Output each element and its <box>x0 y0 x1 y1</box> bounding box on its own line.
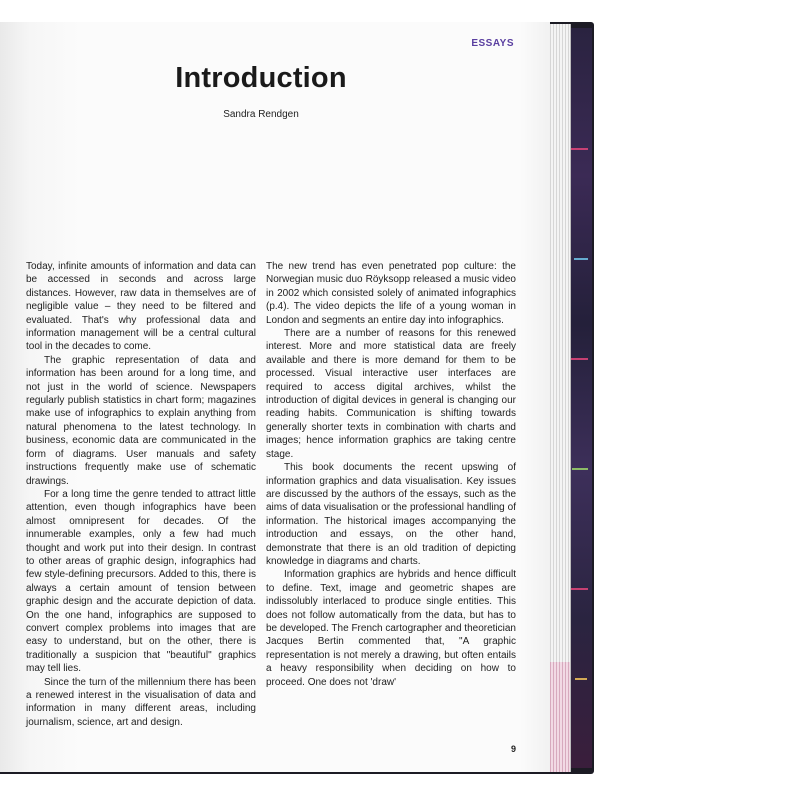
paragraph: The graphic representation of data and information has been around for a long time, and not just in the world of science. Newspapers regularly publish statistics in chart form; magazines make use of infographics to explain anything from natural phenomena to the latest technology. In business, economic data are communicated in the form of diagrams. User manuals and safety instructions frequently make use of schematic drawings. <box>26 354 256 487</box>
section-label: ESSAYS <box>471 38 514 49</box>
chapter-title: Introduction <box>175 62 347 94</box>
paragraph: This book documents the recent upswing of information graphics and data visualisation. Key issues are discussed by the authors of the essays, such as the aims of data visualisation or the professional handling of information. The historical images accompanying the introduction and essays, on the other hand, demonstrate that there is an old tradition of depicting knowledge in diagrams and charts. <box>266 462 516 567</box>
paragraph: The new trend has even penetrated pop culture: the Norwegian music duo Röyksopp released a music video in 2002 which consisted solely of animated infographics (p.4). The video depicts the life of a young woman in London and segments an entire day into infographics. <box>266 261 516 326</box>
right-text-column <box>266 260 516 689</box>
paragraph: Since the turn of the millennium there has been a renewed interest in the visualisation of data and information in many different areas, including journalism, science, art and design. <box>26 676 256 728</box>
page-number: 9 <box>510 744 516 754</box>
paragraph: There are a number of reasons for this renewed interest. More and more statistical data are freely available and there is more demand for them to be processed. Visual interactive user interfaces are required to access digital archives, whilst the introduction of digital devices in general is changing our reading habits. Communication is shifting towards generally shorter texts in combination with charts and images; hence information graphics are taking centre stage. <box>266 328 516 460</box>
paragraph: For a long time the genre tended to attract little attention, even though infographics have been almost omnipresent for decades. Of the innumerable examples, only a few had much thought and work put into their design. In contrast to other areas of graphic design, infographics had few style-defining precursors. Added to this, there is always a certain amount of tension between graphic design and the accurate depiction of data. On the one hand, infographics are supposed to convert complex problems into images that are easy to understand, but on the other, there is traditionally a suspicion that "beautiful" graphics may tell lies. <box>26 488 256 675</box>
author-name: Sandra Rendgen <box>223 109 299 120</box>
left-text-column <box>26 260 256 729</box>
book-page <box>0 22 550 772</box>
paragraph: Today, infinite amounts of information and data can be accessed in seconds and across large distances. However, raw data in themselves are of negligible value – they need to be filtered and evaluated. That's why professional data and information management will be a central cultural tool in the decades to come. <box>26 261 256 353</box>
colored-page-edges <box>548 662 570 772</box>
paragraph: Information graphics are hybrids and hence difficult to define. Text, image and geometric shapes are indissolubly interlaced to produce single entities. This does not follow automatically from the data, but has to be developed. The French cartographer and theoretician Jacques Bertin commented that, "A graphic representation is not merely a drawing, but often entails a heavy responsibility when deciding on how to proceed. One does not 'draw' <box>266 569 516 688</box>
page-edges <box>548 24 571 772</box>
